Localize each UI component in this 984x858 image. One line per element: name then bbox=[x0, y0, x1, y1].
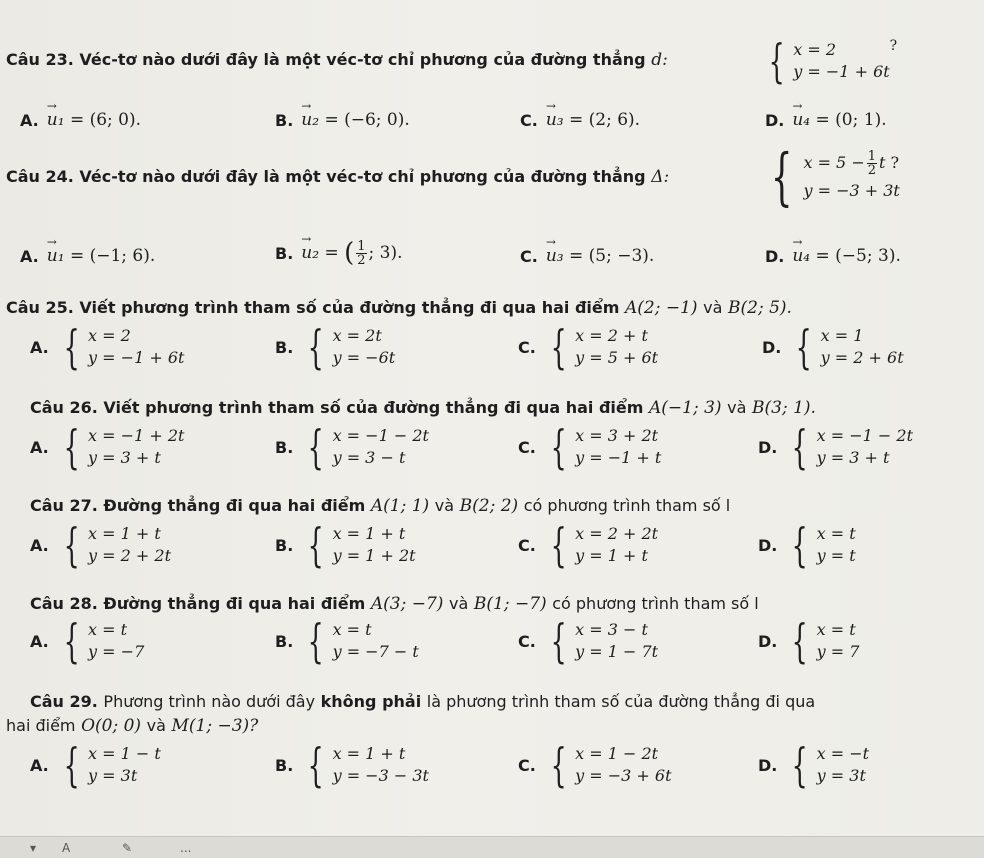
q29-option-d[interactable]: D. { x = −t y = 3t bbox=[758, 738, 870, 792]
more-icon[interactable]: ... bbox=[180, 841, 192, 855]
question-24-system: { x = 5 − $\frac{1}{2}$ t ? y = −3 + 3t bbox=[770, 140, 900, 213]
question-26-stem: Câu 26. Viết phương trình tham số của đường thẳng đi qua hai điểm A(−1; 3) và B(3; 1). bbox=[30, 398, 816, 418]
text-format-icon[interactable]: A bbox=[62, 841, 71, 855]
q26-option-b[interactable]: B. { x = −1 − 2t y = 3 − t bbox=[275, 420, 429, 474]
q23-option-a[interactable]: A. u₁ → = (6; 0). bbox=[20, 99, 142, 130]
question-28-stem: Câu 28. Đường thẳng đi qua hai điểm A(3; −7) và B(1; −7) có phương trình tham số l bbox=[30, 594, 759, 614]
vector-arrow-icon: → bbox=[792, 235, 803, 249]
question-23-stem: Câu 23. Véc-tơ nào dưới đây là một véc-tơ chỉ phương của đường thẳng d: bbox=[6, 50, 668, 70]
q25-option-b[interactable]: B. { x = 2t y = −6t bbox=[275, 320, 396, 374]
chevron-down-icon[interactable]: ▾ bbox=[30, 841, 37, 855]
q23-option-c[interactable]: C. u₃ → = (2; 6). bbox=[520, 99, 641, 130]
vector-arrow-icon: → bbox=[46, 235, 57, 249]
bottom-toolbar bbox=[0, 836, 984, 858]
q24-option-d[interactable]: D. u₄ → = (−5; 3). bbox=[765, 235, 901, 266]
q29-option-b[interactable]: B. { x = 1 + t y = −3 − 3t bbox=[275, 738, 429, 792]
vector-arrow-icon: → bbox=[545, 235, 556, 249]
q28-option-d[interactable]: D. { x = t y = 7 bbox=[758, 614, 860, 668]
vector-arrow-icon: → bbox=[46, 99, 57, 113]
q28-option-b[interactable]: B. { x = t y = −7 − t bbox=[275, 614, 419, 668]
question-23-system: { x = 2 y = −1 + 6t ? bbox=[768, 34, 898, 88]
q28-option-a[interactable]: A. { x = t y = −7 bbox=[30, 614, 145, 668]
q28-option-c[interactable]: C. { x = 3 − t y = 1 − 7t bbox=[518, 614, 659, 668]
vector-arrow-icon: → bbox=[545, 99, 556, 113]
q27-option-b[interactable]: B. { x = 1 + t y = 1 + 2t bbox=[275, 518, 416, 572]
question-29-stem: Câu 29. Phương trình nào dưới đây không phải là phương trình tham số của đường thẳng đi qua bbox=[30, 692, 816, 711]
q24-option-b[interactable]: B. u₂ → = ( $\frac{1}{2}$ ; 3). bbox=[275, 232, 403, 268]
vector-arrow-icon: → bbox=[301, 99, 312, 113]
question-25-stem: Câu 25. Viết phương trình tham số của đường thẳng đi qua hai điểm A(2; −1) và B(2; 5). bbox=[6, 298, 792, 318]
vector-arrow-icon: → bbox=[792, 99, 803, 113]
q25-option-c[interactable]: C. { x = 2 + t y = 5 + 6t bbox=[518, 320, 659, 374]
q25-option-a[interactable]: A. { x = 2 y = −1 + 6t bbox=[30, 320, 185, 374]
q29-option-c[interactable]: C. { x = 1 − 2t y = −3 + 6t bbox=[518, 738, 672, 792]
question-29-stem-line2: hai điểm O(0; 0) và M(1; −3)? bbox=[6, 716, 259, 736]
q27-option-c[interactable]: C. { x = 2 + 2t y = 1 + t bbox=[518, 518, 659, 572]
q23-option-d[interactable]: D. u₄ → = (0; 1). bbox=[765, 99, 887, 130]
vector-arrow-icon: → bbox=[301, 232, 312, 246]
q26-option-c[interactable]: C. { x = 3 + 2t y = −1 + t bbox=[518, 420, 662, 474]
q27-option-a[interactable]: A. { x = 1 + t y = 2 + 2t bbox=[30, 518, 172, 572]
q26-option-a[interactable]: A. { x = −1 + 2t y = 3 + t bbox=[30, 420, 185, 474]
q26-option-d[interactable]: D. { x = −1 − 2t y = 3 + t bbox=[758, 420, 914, 474]
q24-option-c[interactable]: C. u₃ → = (5; −3). bbox=[520, 235, 655, 266]
question-27-stem: Câu 27. Đường thẳng đi qua hai điểm A(1; 1) và B(2; 2) có phương trình tham số l bbox=[30, 496, 731, 516]
q29-option-a[interactable]: A. { x = 1 − t y = 3t bbox=[30, 738, 161, 792]
q24-option-a[interactable]: A. u₁ → = (−1; 6). bbox=[20, 235, 156, 266]
question-24-stem: Câu 24. Véc-tơ nào dưới đây là một véc-tơ chỉ phương của đường thẳng Δ: bbox=[6, 167, 670, 187]
q27-option-d[interactable]: D. { x = t y = t bbox=[758, 518, 856, 572]
q23-option-b[interactable]: B. u₂ → = (−6; 0). bbox=[275, 99, 410, 130]
pen-icon[interactable]: ✎ bbox=[122, 841, 133, 855]
q25-option-d[interactable]: D. { x = 1 y = 2 + 6t bbox=[762, 320, 904, 374]
